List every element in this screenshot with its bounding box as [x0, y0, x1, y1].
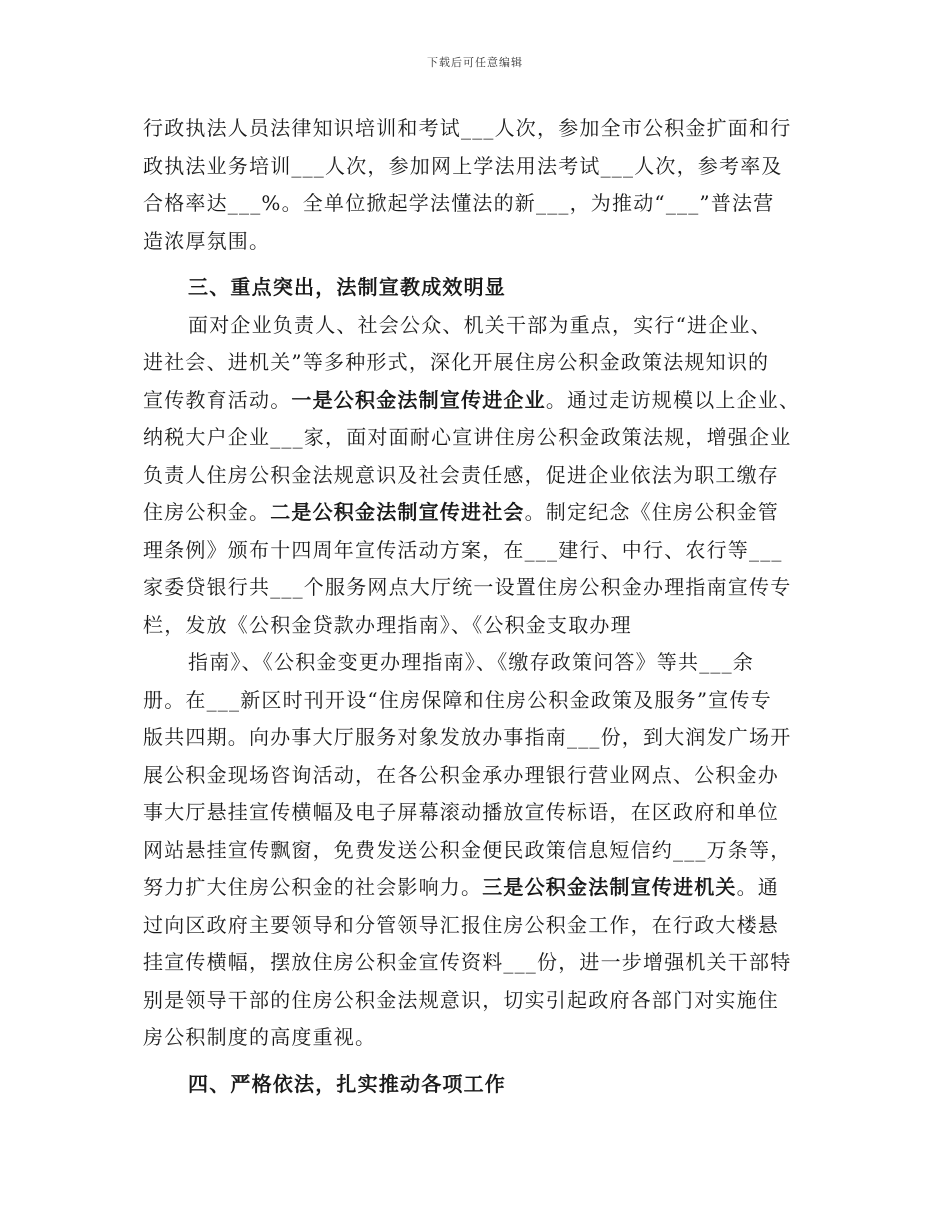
text-run: 。制定纪念《住房公积金管 — [524, 500, 780, 524]
paragraph-line — [143, 607, 815, 645]
section-heading — [143, 269, 815, 307]
bold-subheading: 二是公积金法制宣传进社会 — [270, 500, 525, 524]
paragraph-line — [143, 569, 815, 607]
text-run: 册。在___新区时刊开设“住房保障和住房公积金政策及服务”宣传专 — [143, 687, 772, 712]
text-run: 事大厅悬挂宣传横幅及电子屏幕滚动播放宣传标语，在区政府和单位 — [143, 800, 779, 824]
paragraph-line — [143, 794, 815, 832]
paragraph-line — [143, 982, 815, 1020]
paragraph-line — [143, 682, 815, 720]
text-run: 造浓厚氛围。 — [143, 228, 271, 253]
text-run: 纳税大户企业___家，面对面耐心宣讲住房公积金政策法规，增强企业 — [143, 425, 792, 449]
paragraph-line — [143, 869, 815, 907]
paragraph-line — [143, 307, 815, 345]
text-run: 面对企业负责人、社会公众、机关干部为重点，实行“进企业、 — [188, 312, 772, 337]
header-note: 下载后可任意编辑 — [427, 56, 523, 69]
paragraph-line — [143, 532, 815, 570]
paragraph-line — [143, 148, 815, 186]
text-run: 住房公积金。 — [143, 500, 271, 524]
text-run: 版共四期。向办事大厅服务对象发放办事指南___份，到大润发广场开 — [143, 725, 792, 749]
text-run: 努力扩大住房公积金的社会影响力。 — [143, 875, 483, 899]
document-body — [143, 110, 815, 1103]
text-run: 别是领导干部的住房公积金法规意识，切实引起政府各部门对实施住 — [143, 987, 779, 1012]
bold-subheading: 一是公积金法制宣传进企业 — [291, 387, 546, 412]
paragraph-line — [143, 832, 815, 870]
text-run: 宣传教育活动。 — [143, 387, 292, 412]
paragraph-line — [143, 757, 815, 795]
text-run: 负责人住房公积金法规意识及社会责任感，促进企业依法为职工缴存 — [143, 462, 779, 487]
paragraph-line — [143, 644, 815, 682]
heading-text: 四、严格依法，扎实推动各项工作 — [188, 1071, 506, 1096]
text-run: 网站悬挂宣传飘窗，免费发送公积金便民政策信息短信约___万条等， — [143, 837, 792, 862]
text-run: 过向区政府主要领导和分管领导汇报住房公积金工作，在行政大楼悬 — [143, 912, 779, 937]
paragraph-line — [143, 344, 815, 382]
section-heading — [143, 1066, 815, 1104]
paragraph-line — [143, 457, 815, 495]
paragraph-line — [143, 223, 815, 261]
text-run: 栏，发放《公积金贷款办理指南》、《公积金支取办理 — [143, 612, 632, 637]
text-run: 合格率达___%。全单位掀起学法懂法的新___，为推动“___”普法营 — [143, 191, 775, 215]
paragraph-line — [143, 907, 815, 945]
text-run: 展公积金现场咨询活动，在各公积金承办理银行营业网点、公积金办 — [143, 762, 779, 787]
paragraph-line — [143, 944, 815, 982]
text-run: 指南》、《公积金变更办理指南》、《缴存政策问答》等共___余 — [188, 650, 754, 674]
paragraph-line — [143, 382, 815, 420]
text-run: 挂宣传横幅，摆放住房公积金宣传资料___份，进一步增强机关干部特 — [143, 950, 792, 974]
bold-subheading: 三是公积金法制宣传进机关 — [482, 875, 737, 899]
text-run: 理条例》颁布十四周年宣传活动方案，在___建行、中行、农行等___ — [143, 537, 783, 562]
paragraph-line — [143, 110, 815, 148]
heading-text: 三、重点突出，法制宣教成效明显 — [188, 275, 506, 299]
text-run: 家委贷银行共___个服务网点大厅统一设置住房公积金办理指南宣传专 — [143, 575, 792, 599]
paragraph-line — [143, 419, 815, 457]
paragraph-line — [143, 719, 815, 757]
paragraph-line — [143, 1019, 815, 1057]
text-run: 房公积制度的高度重视。 — [143, 1025, 377, 1049]
paragraph-line — [143, 185, 815, 223]
text-run: 进社会、进机关”等多种形式，深化开展住房公积金政策法规知识的 — [143, 350, 770, 374]
paragraph-line — [143, 494, 815, 532]
text-run: 。通 — [736, 875, 780, 899]
text-run: 行政执法人员法律知识培训和考试___人次，参加全市公积金扩面和行 — [143, 116, 792, 140]
text-run: 。通过走访规模以上企业、 — [545, 387, 801, 412]
text-run: 政执法业务培训___人次，参加网上学法用法考试___人次，参考率及 — [143, 153, 783, 178]
